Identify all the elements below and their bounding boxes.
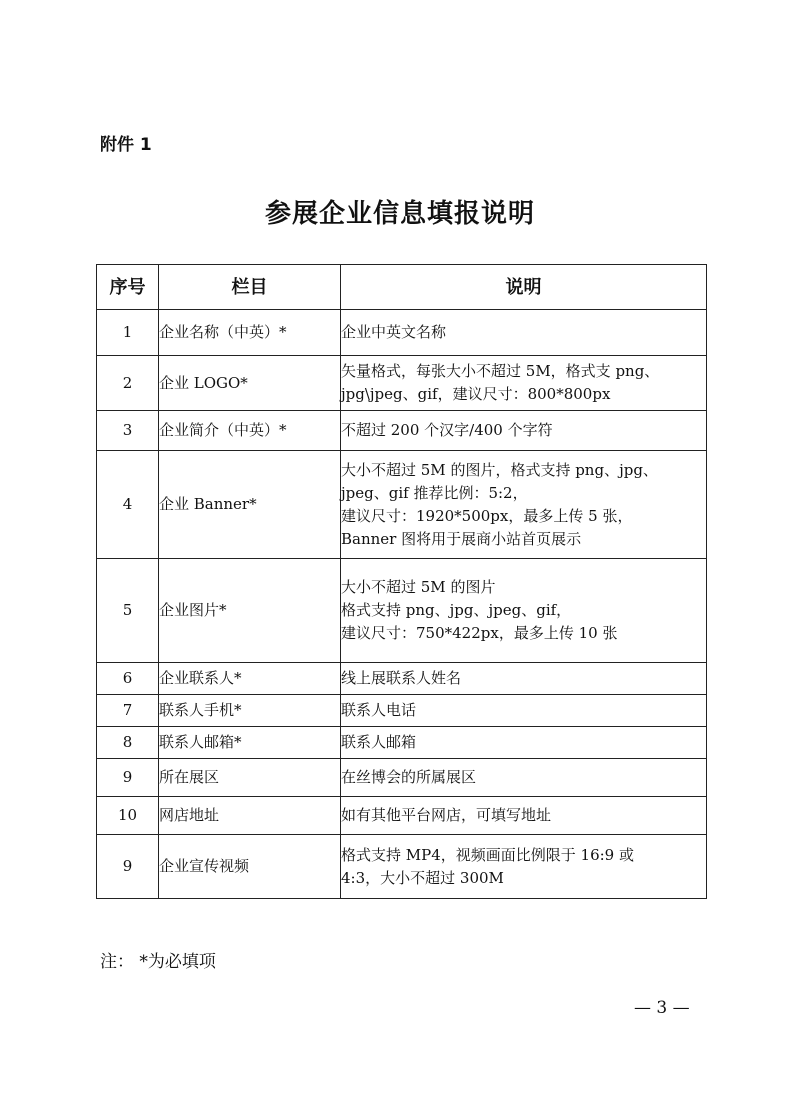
table-row bbox=[97, 797, 707, 835]
description-line: 在丝博会的所属展区 bbox=[341, 768, 477, 786]
row-number: 5 bbox=[97, 559, 159, 663]
row-description bbox=[341, 356, 707, 411]
row-description bbox=[341, 835, 707, 899]
description-line: jpeg、gif 推荐比例：5:2， bbox=[341, 483, 528, 502]
description-line: 大小不超过 5M 的图片，格式支持 png、jpg、 bbox=[341, 460, 658, 479]
description-line: 建议尺寸：750*422px，最多上传 10 张 bbox=[341, 624, 618, 642]
description-line: 联系人邮箱 bbox=[341, 733, 417, 751]
header-no: 序号 bbox=[97, 265, 159, 310]
table-row bbox=[97, 559, 707, 663]
row-number: 3 bbox=[97, 411, 159, 451]
row-number: 9 bbox=[97, 835, 159, 899]
description-line: jpg\jpeg、gif，建议尺寸：800*800px bbox=[341, 385, 611, 403]
row-field: 企业 LOGO* bbox=[159, 356, 341, 411]
row-field: 企业联系人* bbox=[159, 663, 341, 695]
description-line: Banner 图将用于展商小站首页展示 bbox=[341, 529, 582, 548]
row-description bbox=[341, 559, 707, 663]
row-field: 企业名称（中英）* bbox=[159, 310, 341, 356]
description-line: 格式支持 png、jpg、jpeg、gif， bbox=[341, 601, 572, 619]
row-field: 网店地址 bbox=[159, 797, 341, 835]
description-line: 大小不超过 5M 的图片 bbox=[341, 578, 496, 596]
table-row bbox=[97, 411, 707, 451]
document-title: 参展企业信息填报说明 bbox=[264, 199, 535, 229]
description-line: 4:3，大小不超过 300M bbox=[341, 868, 504, 887]
row-description bbox=[341, 411, 707, 451]
table-row bbox=[97, 727, 707, 759]
description-line: 不超过 200 个汉字/400 个字符 bbox=[341, 421, 553, 439]
description-line: 联系人电话 bbox=[341, 701, 417, 719]
description-line: 矢量格式，每张大小不超过 5M，格式支 png、 bbox=[341, 362, 660, 380]
table-row bbox=[97, 695, 707, 727]
table-row bbox=[97, 835, 707, 899]
table-row bbox=[97, 759, 707, 797]
row-number: 6 bbox=[97, 663, 159, 695]
header-field: 栏目 bbox=[159, 265, 341, 310]
row-number: 9 bbox=[97, 759, 159, 797]
row-field: 企业 Banner* bbox=[159, 451, 341, 559]
row-number: 7 bbox=[97, 695, 159, 727]
row-number: 4 bbox=[97, 451, 159, 559]
row-number: 2 bbox=[97, 356, 159, 411]
row-description bbox=[341, 727, 707, 759]
row-description bbox=[341, 797, 707, 835]
table-row bbox=[97, 310, 707, 356]
row-field: 企业宣传视频 bbox=[159, 835, 341, 899]
description-line: 格式支持 MP4，视频画面比例限于 16:9 或 bbox=[341, 845, 634, 864]
attachment-label: 附件 1 bbox=[100, 135, 152, 155]
table-row bbox=[97, 663, 707, 695]
row-field: 企业简介（中英）* bbox=[159, 411, 341, 451]
row-number: 8 bbox=[97, 727, 159, 759]
description-line: 建议尺寸：1920*500px，最多上传 5 张， bbox=[341, 506, 633, 525]
row-number: 10 bbox=[97, 797, 159, 835]
row-description bbox=[341, 451, 707, 559]
row-field: 所在展区 bbox=[159, 759, 341, 797]
footnote: 注： *为必填项 bbox=[100, 952, 216, 972]
table-header-row bbox=[97, 265, 707, 310]
row-description bbox=[341, 695, 707, 727]
row-description bbox=[341, 310, 707, 356]
description-line: 如有其他平台网店，可填写地址 bbox=[341, 806, 552, 824]
info-table bbox=[96, 264, 707, 899]
row-field: 企业图片* bbox=[159, 559, 341, 663]
row-field: 联系人手机* bbox=[159, 695, 341, 727]
row-field: 联系人邮箱* bbox=[159, 727, 341, 759]
row-description bbox=[341, 663, 707, 695]
table-row bbox=[97, 356, 707, 411]
row-number: 1 bbox=[97, 310, 159, 356]
description-line: 线上展联系人姓名 bbox=[341, 669, 462, 687]
page-number: — 3 — bbox=[634, 998, 690, 1018]
header-desc: 说明 bbox=[341, 265, 707, 310]
description-line: 企业中英文名称 bbox=[341, 323, 447, 341]
row-description bbox=[341, 759, 707, 797]
table-row bbox=[97, 451, 707, 559]
